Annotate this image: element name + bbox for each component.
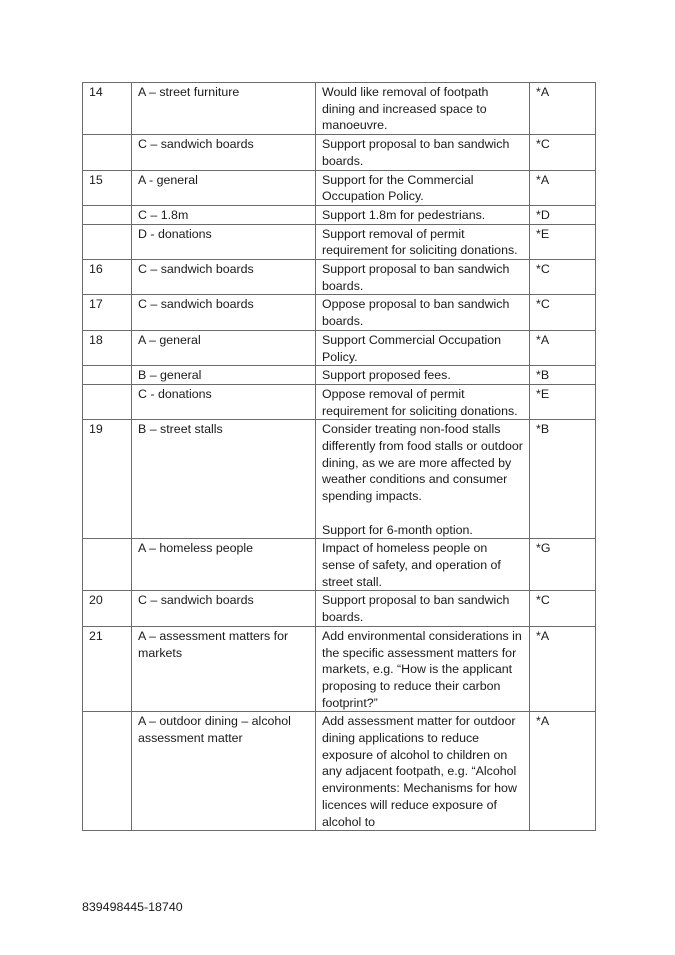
submission-number-cell [83,384,132,419]
code-cell: *A [530,330,596,365]
submission-number-cell: 18 [83,330,132,365]
topic-cell: A – assessment matters for markets [132,626,316,712]
submissions-table [82,82,596,831]
comment-cell: Support proposed fees. [316,366,530,385]
topic-cell: C – sandwich boards [132,260,316,295]
table-row [83,295,596,330]
comment-cell: Support proposal to ban sandwich boards. [316,135,530,170]
code-cell: *C [530,135,596,170]
code-cell: *C [530,295,596,330]
comment-cell: Support proposal to ban sandwich boards. [316,260,530,295]
submission-number-cell: 14 [83,83,132,135]
topic-cell: C – 1.8m [132,205,316,224]
table-row [83,260,596,295]
table-row [83,712,596,831]
submission-number-cell: 15 [83,170,132,205]
submission-number-cell [83,224,132,259]
topic-cell: C – sandwich boards [132,135,316,170]
table-row [83,135,596,170]
table-row [83,539,596,591]
code-cell: *A [530,712,596,831]
submission-number-cell [83,205,132,224]
code-cell: *A [530,170,596,205]
submission-number-cell: 20 [83,591,132,626]
comment-cell: Support for the Commercial Occupation Policy. [316,170,530,205]
topic-cell: A – general [132,330,316,365]
submission-number-cell: 17 [83,295,132,330]
code-cell: *C [530,260,596,295]
comment-cell: Add assessment matter for outdoor dining applications to reduce exposure of alcohol to children on any adjacent footpath, e.g. “Alcohol environments: Mechanisms for how licences will reduce exposure of alcohol to [316,712,530,831]
comment-cell: Oppose removal of permit requirement for soliciting donations. [316,384,530,419]
code-cell: *C [530,591,596,626]
comment-cell: Support proposal to ban sandwich boards. [316,591,530,626]
table-row [83,170,596,205]
code-cell: *G [530,539,596,591]
code-cell: *E [530,224,596,259]
topic-cell: A – homeless people [132,539,316,591]
code-cell: *E [530,384,596,419]
table-row [83,420,596,539]
code-cell: *B [530,420,596,539]
table-row [83,384,596,419]
topic-cell: B – general [132,366,316,385]
code-cell: *D [530,205,596,224]
code-cell: *A [530,626,596,712]
comment-cell: Consider treating non-food stalls differently from food stalls or outdoor dining, as we are more affected by weather conditions and consumer spending impacts. Support for 6-month option. [316,420,530,539]
comment-cell: Support removal of permit requirement for soliciting donations. [316,224,530,259]
topic-cell: D - donations [132,224,316,259]
table-body [83,83,596,831]
topic-cell: A – street furniture [132,83,316,135]
code-cell: *B [530,366,596,385]
topic-cell: A - general [132,170,316,205]
comment-cell: Oppose proposal to ban sandwich boards. [316,295,530,330]
submission-number-cell: 19 [83,420,132,539]
topic-cell: A – outdoor dining – alcohol assessment matter [132,712,316,831]
submission-number-cell [83,366,132,385]
comment-cell: Support Commercial Occupation Policy. [316,330,530,365]
table-row [83,366,596,385]
document-reference: 839498445-18740 [82,900,183,914]
comment-cell: Impact of homeless people on sense of safety, and operation of street stall. [316,539,530,591]
table-row [83,205,596,224]
topic-cell: C – sandwich boards [132,591,316,626]
code-cell: *A [530,83,596,135]
table-row [83,224,596,259]
topic-cell: C – sandwich boards [132,295,316,330]
topic-cell: C - donations [132,384,316,419]
comment-cell: Would like removal of footpath dining and increased space to manoeuvre. [316,83,530,135]
submission-number-cell [83,712,132,831]
submission-number-cell: 16 [83,260,132,295]
table-row [83,626,596,712]
table-row [83,330,596,365]
comment-cell: Add environmental considerations in the specific assessment matters for markets, e.g. “How is the applicant proposing to reduce their carbon footprint?” [316,626,530,712]
comment-cell: Support 1.8m for pedestrians. [316,205,530,224]
submission-number-cell [83,135,132,170]
submission-number-cell: 21 [83,626,132,712]
submission-number-cell [83,539,132,591]
topic-cell: B – street stalls [132,420,316,539]
table-row [83,83,596,135]
table-row [83,591,596,626]
